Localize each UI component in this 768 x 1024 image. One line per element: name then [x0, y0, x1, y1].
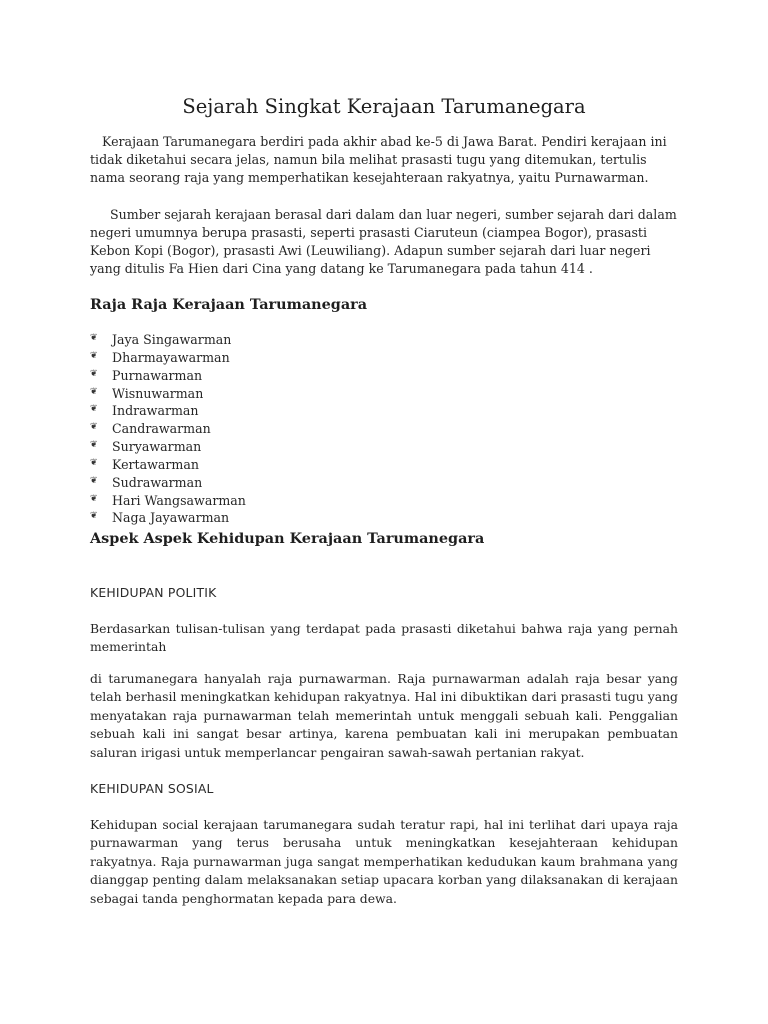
- politics-heading: KEHIDUPAN POLITIK: [90, 585, 217, 600]
- king-name: Sudrawarman: [112, 474, 203, 490]
- aspects-heading: Aspek Aspek Kehidupan Kerajaan Tarumanegara: [90, 530, 485, 547]
- intro-paragraph-sources: Sumber sejarah kerajaan berasal dari dalam dan luar negeri, sumber sejarah dari dalam negeri umumnya berupa prasasti, seperti prasasti Ciaruteun (ciampea Bogor), prasasti Kebon Kopi (Bogor), prasasti Awi (Leuwiliang). Adapun sumber sejarah dari luar negeri yang ditulis Fa Hien dari Cina yang datang ke Tarumanegara pada tahun 414 .: [90, 207, 681, 276]
- kings-heading: Raja Raja Kerajaan Tarumanegara: [90, 296, 368, 313]
- list-item: [90, 420, 390, 438]
- list-item: [90, 349, 390, 367]
- king-name: Kertawarman: [112, 456, 199, 472]
- list-item: [90, 438, 390, 456]
- king-name: Dharmayawarman: [112, 349, 230, 365]
- king-name: Jaya Singawarman: [112, 332, 232, 347]
- fleuron-bullet-icon: ❦: [90, 333, 98, 343]
- fleuron-bullet-icon: ❦: [90, 493, 98, 504]
- intro-paragraph-origin: Kerajaan Tarumanegara berdiri pada akhir abad ke-5 di Jawa Barat. Pendiri kerajaan ini tidak diketahui secara jelas, namun bila melihat prasasti tugu yang ditemukan, tertulis nama seorang raja yang memperhatikan kesejahteraan rakyatnya, yaitu Purnawarman.: [90, 134, 671, 185]
- king-name: Purnawarman: [112, 367, 203, 383]
- king-name: Candrawarman: [112, 421, 211, 437]
- fleuron-bullet-icon: ❦: [90, 475, 98, 486]
- king-name: Wisnuwarman: [112, 385, 204, 401]
- king-name: Naga Jayawarman: [112, 510, 230, 526]
- fleuron-bullet-icon: ❦: [90, 457, 98, 468]
- fleuron-bullet-icon: ❦: [90, 511, 98, 522]
- social-heading: KEHIDUPAN SOSIAL: [90, 781, 214, 796]
- social-paragraph: Kehidupan social kerajaan tarumanegara sudah teratur rapi, hal ini terlihat dari upaya raja purnawarman yang terus berusaha untuk meningkatkan kesejahteraan kehidupan rakyatnya. Raja purnawarman juga sangat memperhatikan kedudukan kaum brahmana yang dianggap penting dalam melaksanakan setiap upacara korban yang dilaksanakan di kerajaan sebagai tanda penghormatan kepada para dewa.: [90, 817, 678, 906]
- king-name: Indrawarman: [112, 403, 199, 419]
- politics-paragraph-1: Berdasarkan tulisan-tulisan yang terdapat pada prasasti diketahui bahwa raja yang pernah memerintah: [90, 621, 678, 655]
- list-item: [90, 402, 390, 420]
- page-title: Sejarah Singkat Kerajaan Tarumanegara: [182, 95, 586, 118]
- list-item: [90, 367, 390, 385]
- politics-paragraph-2: di tarumanegara hanyalah raja purnawarman. Raja purnawarman adalah raja besar yang telah berhasil meningkatkan kehidupan rakyatnya. Hal ini dibuktikan dari prasasti tugu yang menyatakan raja purnawarman telah memerintah untuk menggali sebuah kali. Penggalian sebuah kali ini sangat besar artinya, karena pembuatan kali ini merupakan pembuatan saluran irigasi untuk memperlancar pengairan sawah-sawah pertanian rakyat.: [90, 671, 678, 760]
- list-item: [90, 456, 390, 474]
- document-page: [90, 0, 681, 1024]
- king-name: Suryawarman: [112, 439, 202, 455]
- list-item: [90, 492, 390, 510]
- fleuron-bullet-icon: ❦: [90, 440, 98, 451]
- fleuron-bullet-icon: ❦: [90, 422, 98, 433]
- king-name: Hari Wangsawarman: [112, 492, 246, 508]
- fleuron-bullet-icon: ❦: [90, 368, 98, 379]
- list-item: [90, 509, 390, 527]
- fleuron-bullet-icon: ❦: [90, 404, 98, 415]
- list-item: [90, 385, 390, 403]
- list-item: [90, 331, 390, 349]
- list-item: [90, 474, 390, 492]
- fleuron-bullet-icon: ❦: [90, 350, 98, 361]
- kings-list: [90, 331, 390, 527]
- fleuron-bullet-icon: ❦: [90, 386, 98, 397]
